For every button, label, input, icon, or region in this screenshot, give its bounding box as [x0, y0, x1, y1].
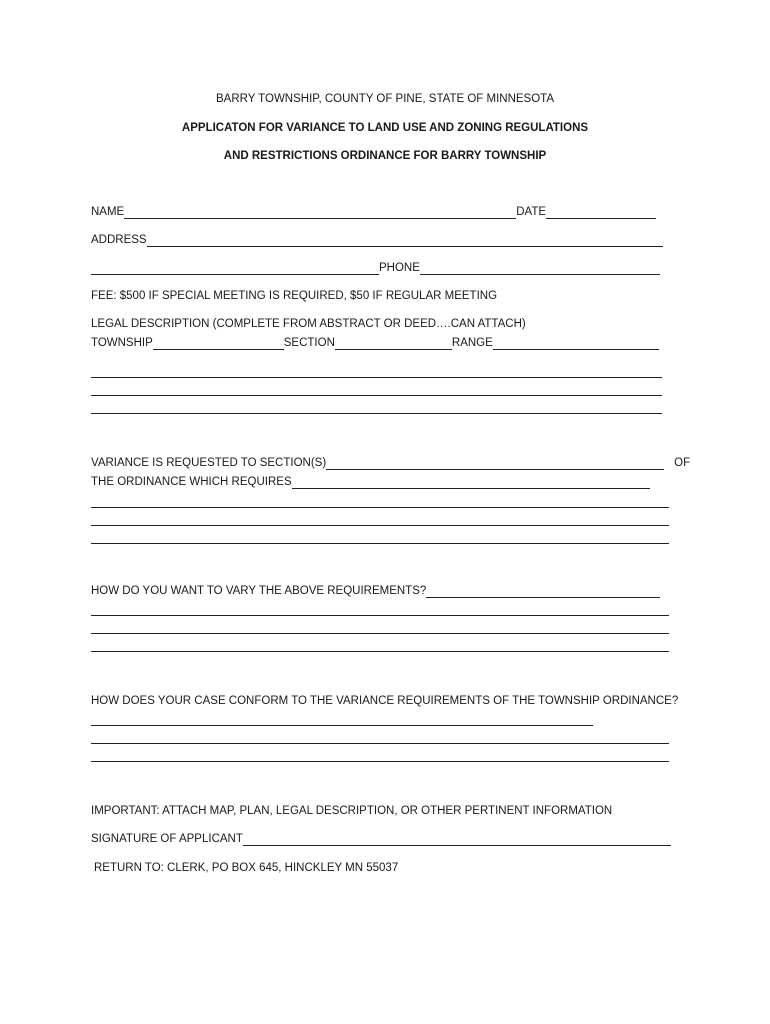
address-label: ADDRESS [91, 234, 147, 246]
legal-description-line-3[interactable] [91, 413, 662, 414]
how-conform-line-2[interactable] [91, 743, 669, 744]
of-label: OF [674, 457, 691, 469]
how-vary-row [91, 584, 660, 598]
signature-field[interactable] [243, 834, 671, 846]
signature-row [91, 832, 671, 846]
section-label: SECTION [283, 337, 335, 349]
phone-field[interactable] [420, 263, 660, 275]
ordinance-requires-row [91, 475, 650, 489]
date-label: DATE [516, 206, 547, 218]
legal-description-label: LEGAL DESCRIPTION (COMPLETE FROM ABSTRACT OR DEED….CAN ATTACH) [91, 318, 526, 330]
form-title-line-1: APPLICATON FOR VARIANCE TO LAND USE AND ZONING REGULATIONS [181, 122, 589, 134]
name-field[interactable] [124, 207, 516, 219]
return-address: RETURN TO: CLERK, PO BOX 645, HINCKLEY MN 55037 [94, 862, 399, 874]
variance-sections-field[interactable] [326, 458, 664, 470]
address-line-2-field[interactable] [91, 263, 379, 275]
ordinance-requires-field[interactable] [292, 477, 650, 489]
form-title-line-2: AND RESTRICTIONS ORDINANCE FOR BARRY TOWNSHIP [223, 150, 547, 162]
ordinance-line-3[interactable] [91, 543, 669, 544]
how-vary-label: HOW DO YOU WANT TO VARY THE ABOVE REQUIREMENTS? [91, 585, 427, 597]
how-vary-line-2[interactable] [91, 633, 669, 634]
how-vary-line-1[interactable] [91, 615, 669, 616]
township-label: TOWNSHIP [91, 337, 153, 349]
legal-description-line-1[interactable] [91, 377, 662, 378]
variance-section-row [91, 456, 691, 470]
fee-note: FEE: $500 IF SPECIAL MEETING IS REQUIRED, $50 IF REGULAR MEETING [91, 290, 498, 302]
name-label: NAME [91, 206, 125, 218]
legal-description-line-2[interactable] [91, 395, 662, 396]
township-section-range-row [91, 336, 659, 350]
range-field[interactable] [493, 338, 659, 350]
how-vary-field[interactable] [426, 586, 660, 598]
date-field[interactable] [546, 207, 656, 219]
important-note: IMPORTANT: ATTACH MAP, PLAN, LEGAL DESCRIPTION, OR OTHER PERTINENT INFORMATION [91, 805, 613, 817]
ordinance-line-1[interactable] [91, 507, 669, 508]
variance-requested-label: VARIANCE IS REQUESTED TO SECTION(S) [91, 457, 327, 469]
township-header: BARRY TOWNSHIP, COUNTY OF PINE, STATE OF MINNESOTA [215, 93, 555, 105]
address-phone-row [91, 261, 660, 275]
how-conform-label: HOW DOES YOUR CASE CONFORM TO THE VARIANCE REQUIREMENTS OF THE TOWNSHIP ORDINANCE? [91, 695, 679, 707]
signature-label: SIGNATURE OF APPLICANT [91, 833, 243, 845]
section-field[interactable] [335, 338, 452, 350]
range-label: RANGE [451, 337, 493, 349]
phone-label: PHONE [379, 262, 420, 274]
ordinance-requires-label: THE ORDINANCE WHICH REQUIRES [91, 476, 292, 488]
how-conform-line-3[interactable] [91, 761, 669, 762]
name-date-row [91, 205, 656, 219]
address-row [91, 233, 663, 247]
address-field[interactable] [147, 235, 663, 247]
how-vary-line-3[interactable] [91, 651, 669, 652]
how-conform-line-1[interactable] [91, 725, 593, 726]
ordinance-line-2[interactable] [91, 525, 669, 526]
township-field[interactable] [153, 338, 284, 350]
